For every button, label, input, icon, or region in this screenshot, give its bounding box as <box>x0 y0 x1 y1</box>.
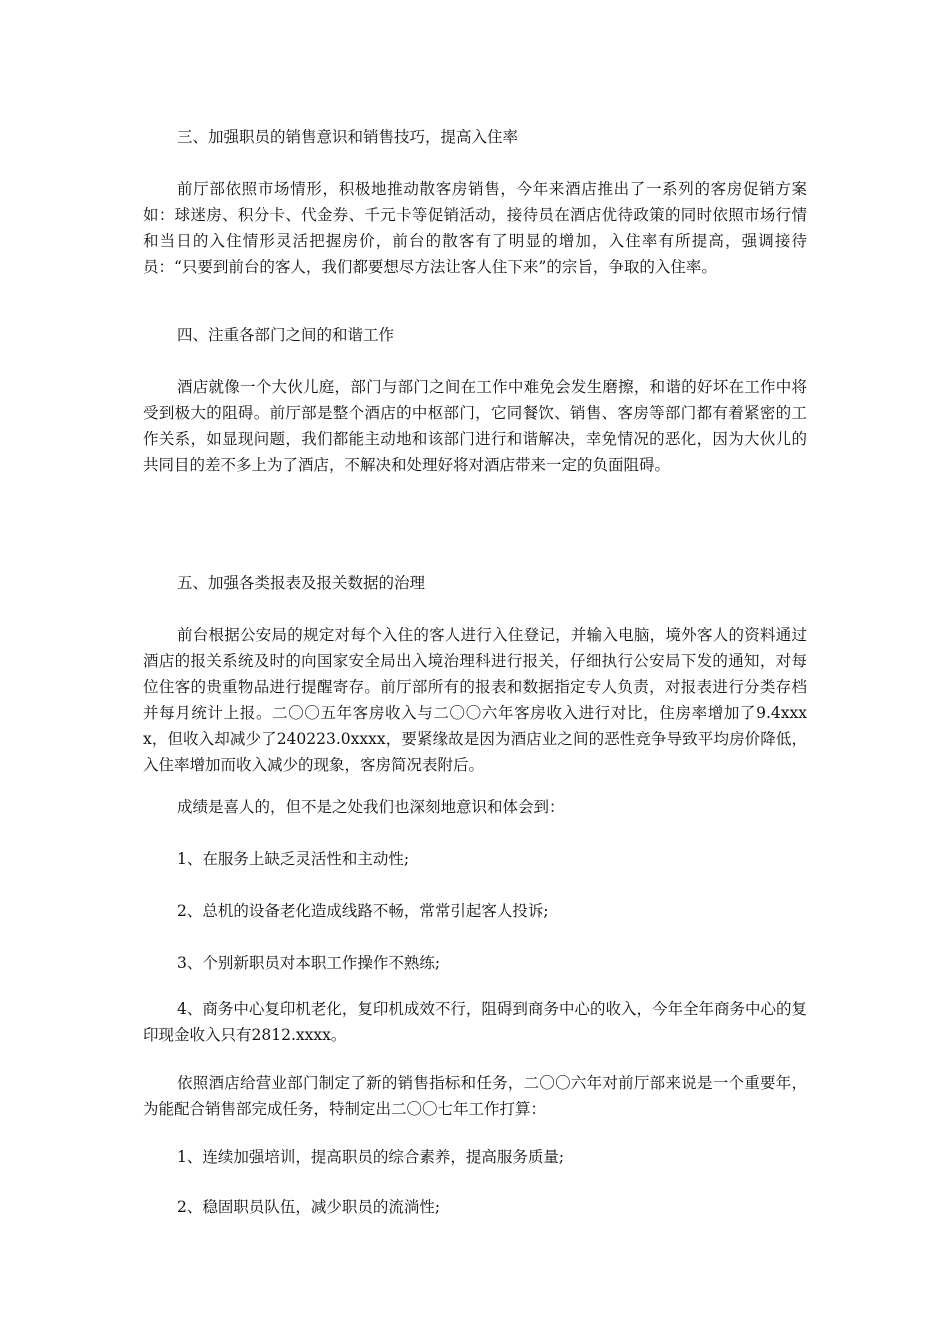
section-heading-3: 三、加强职员的销售意识和销售技巧，提高入住率 <box>177 128 519 146</box>
paragraph-department-coordination: 酒店就像一个大伙儿庭，部门与部门之间在工作中难免会发生磨擦，和谐的好坏在工作中将受到极大的阻碍。前厅部是整个酒店的中枢部门，它同餐饮、销售、客房等部门都有着紧密的工作关系，如显现问题，我们都能主动地和该部门进行和谐解决，幸免情况的恶化，因为大伙儿的共同目的差不多上为了酒店，不解决和处理好将对酒店带来一定的负面阻碍。 <box>143 378 807 474</box>
paragraph-occupancy-promotion: 前厅部依照市场情形，积极地推动散客房销售，今年来酒店推出了一系列的客房促销方案如：球迷房、积分卡、代金券、千元卡等促销活动，接待员在酒店优待政策的同时依照市场行情和当日的入住情形灵活把握房价，前台的散客有了明显的增加，入住率有所提高，强调接待员：“只要到前台的客人，我们都要想尽方法让客人住下来”的宗旨，争取的入住率。 <box>143 180 807 276</box>
paragraph-shortcomings-intro: 成绩是喜人的，但不是之处我们也深刻地意识和体会到： <box>177 798 565 816</box>
list-item-plan-2: 2、稳固职员队伍，减少职员的流淌性; <box>177 1198 441 1216</box>
paragraph-next-year-plan: 依照酒店给营业部门制定了新的销售指标和任务，二〇〇六年对前厅部来说是一个重要年，为能配合销售部完成任务，特制定出二〇〇七年工作打算： <box>143 1074 807 1118</box>
list-item-shortcoming-1: 1、在服务上缺乏灵活性和主动性; <box>177 850 410 868</box>
list-item-shortcoming-2: 2、总机的设备老化造成线路不畅，常常引起客人投诉; <box>177 902 549 920</box>
list-item-shortcoming-4: 4、商务中心复印机老化，复印机成效不行，阻碍到商务中心的收入，今年全年商务中心的复印现金收入只有2812.xxxx。 <box>143 1000 807 1044</box>
paragraph-report-management: 前台根据公安局的规定对每个入住的客人进行入住登记，并输入电脑，境外客人的资料通过酒店的报关系统及时的向国家安全局出入境治理科进行报关，仔细执行公安局下发的通知，对每位住客的贵重物品进行提醒寄存。前厅部所有的报表和数据指定专人负责，对报表进行分类存档并每月统计上报。二〇〇五年客房收入与二〇〇六年客房收入进行对比，住房率增加了9.4xxxx，但收入却减少了240223.0xxxx，要紧缘故是因为酒店业之间的恶性竞争导致平均房价降低，入住率增加而收入减少的现象，客房简况表附后。 <box>143 626 807 774</box>
list-item-shortcoming-3: 3、个别新职员对本职工作操作不熟练; <box>177 954 441 972</box>
section-heading-5: 五、加强各类报表及报关数据的治理 <box>177 574 426 592</box>
list-item-plan-1: 1、连续加强培训，提高职员的综合素养，提高服务质量; <box>177 1148 565 1166</box>
section-heading-4: 四、注重各部门之间的和谐工作 <box>177 326 395 344</box>
